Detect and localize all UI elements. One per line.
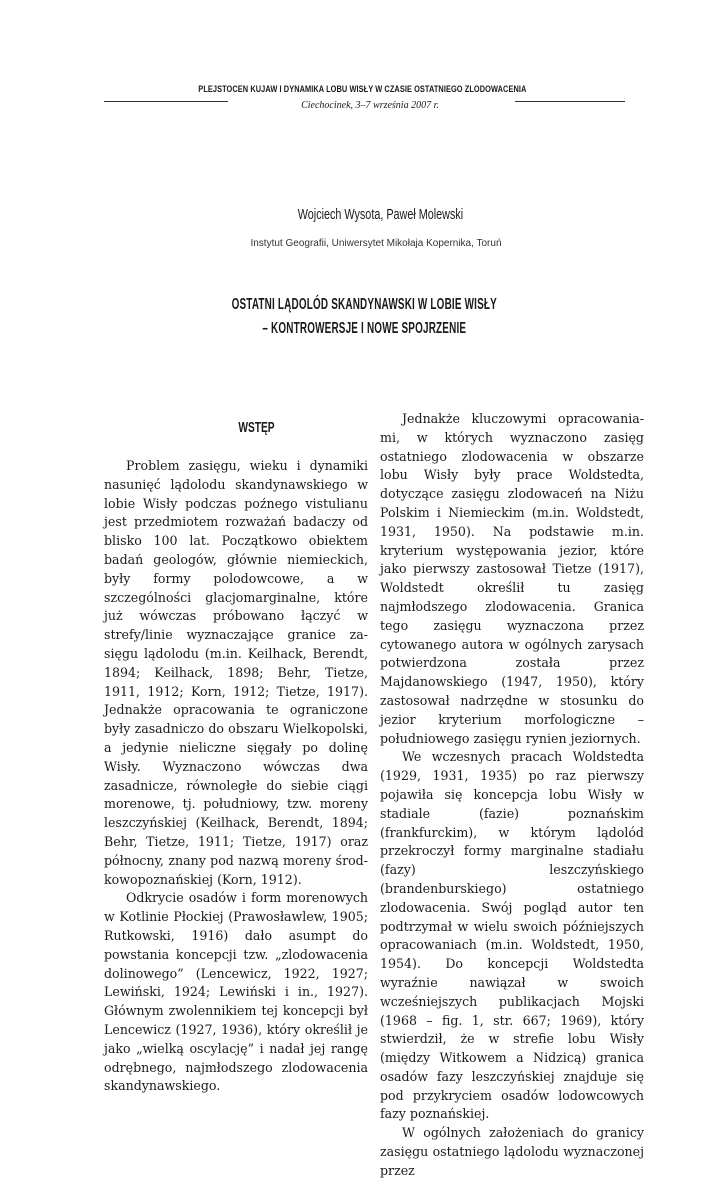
- paragraph: Problem zasięgu, wieku i dynamiki nasunięć lądolodu skandynawskiego w lobie Wisły podczas poźnego vistulianu jest przedmiotem rozważań badaczy od blisko 100 lat. Początkowo obiektem badań geologów, głównie niemieckich, były formy polodowcowe, a w szczególności glacjomarginalne, które już wówczas próbowano łączyć w strefy/linie wyznaczające granice zasięgu lądolodu (m.in. Keilhack, Berendt, 1894; Keilhack, 1898; Behr, Tietze, 1911, 1912; Korn, 1912; Tietze, 1917). Jednakże opracowania te ograniczone były zasadniczo do obszaru Wielkopolski, a jedynie nieliczne sięgały po dolinę Wisły. Wyznaczono wówczas dwa zasadnicze, równoległe do siebie ciągi morenowe, tj. południowy, tzw. moreny leszczyńskiej (Keilhack, Berendt, 1894; Behr, Tietze, 1911; Tietze, 1917) oraz północny, znany pod nazwą moreny środkowopoznańskiej (Korn, 1912).: [104, 458, 368, 887]
- running-header-venue: Ciechocinek, 3–7 września 2007 r.: [301, 100, 439, 111]
- paper-title: [140, 293, 589, 341]
- paragraph: Odkrycie osadów i form morenowych w Kotlinie Płockiej (Prawosławlew, 1905; Rutkowski, 1916) dało asumpt do powstania koncepcji tzw. „zlodowacenia dolinowego” (Lencewicz, 1922, 1927; Lewiński, 1924; Lewiński i in., 1927). Głównym zwolennikiem tej koncepcji był Lencewicz (1927, 1936), który określił je jako „wielką oscylację” i nadał jej rangę odrębnego, najmłodszego zlodowacenia skandynawskiego.: [104, 890, 368, 1094]
- right-text-column: [380, 410, 644, 1181]
- running-header-title: PLEJSTOCEN KUJAW I DYNAMIKA LOBU WISŁY W CZASIE OSTATNIEGO ZLODOWACENIA: [198, 84, 527, 94]
- author-affiliation: Instytut Geografii, Uniwersytet Mikołaja Kopernika, Toruń: [250, 238, 502, 249]
- paragraph: Jednakże kluczowymi opracowaniami, w których wyznaczono zasięg ostatniego zlodowacenia w obszarze lobu Wisły były prace Woldstedta, dotyczące zasięgu zlodowaceń na Niżu Polskim i Niemieckim (m.in. Woldstedt, 1931, 1950). Na podstawie m.in. kryterium występowania jezior, które jako pierwszy zastosował Tietze (1917), Woldstedt określił tu zasięg najmłodszego zlodowacenia. Granica tego zasięgu wyznaczona przez cytowanego autora w ogólnych zarysach potwierdzona została przez Majdanowskiego (1947, 1950), który zastosował nadrzędne w stosunku do jezior kryterium morfologiczne – południowego zasięgu rynien jeziornych.: [380, 411, 644, 746]
- paper-authors: Wojciech Wysota, Paweł Molewski: [297, 206, 464, 223]
- paragraph: We wczesnych pracach Woldstedta (1929, 1931, 1935) po raz pierwszy pojawiła się koncepcja lobu Wisły w stadiale (fazie) poznańskim (frankfurckim), w którym lądolód przekroczył formy marginalne stadiału (fazy) leszczyńskiego (brandenburskiego) ostatniego zlodowacenia. Swój pogląd autor ten podtrzymał w wielu swoich późniejszych opracowaniach (m.in. Woldstedt, 1950, 1954). Do koncepcji Woldstedta wyraźnie nawiązał w swoich wcześniejszych publikacjach Mojski (1968 – fig. 1, str. 667; 1969), który stwierdził, że w strefie lobu Wisły (między Witkowem a Nidzicą) granica osadów fazy leszczyńskiej znajduje się pod przykryciem osadów lodowcowych fazy poznańskiej.: [380, 749, 644, 1122]
- title-line-1: OSTATNI LĄDOLÓD SKANDYNAWSKI W LOBIE WISŁY: [231, 296, 497, 313]
- left-text-column: [104, 457, 368, 1096]
- section-heading: WSTĘP: [238, 419, 275, 436]
- title-line-2: – KONTROWERSJE I NOWE SPOJRZENIE: [262, 320, 467, 337]
- paragraph: W ogólnych założeniach do granicy zasięgu ostatniego lądolodu wyznaczonej przez: [380, 1125, 644, 1178]
